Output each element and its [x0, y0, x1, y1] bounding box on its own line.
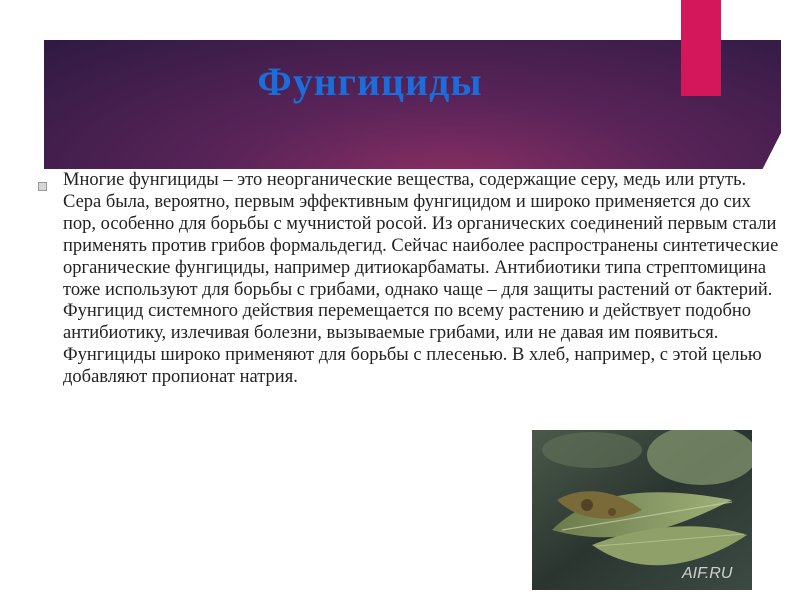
leaf-disease-photo: [532, 430, 752, 590]
bullet-icon: [38, 182, 47, 191]
slide-paragraph: Многие фунгициды – это неорганические вещества, содержащие серу, медь или ртуть. Сера была, вероятно, первым эффективным фунгицидом и широко применяется до сих пор, особенно для борьбы с мучнистой росой. Из органических соединений первым стали применять против грибов формальдегид. Сейчас наиболее распространены синтетические органические фунгициды, например дитиокарбаматы. Антибиотики типа стрептомицина тоже используют для борьбы с грибами, однако чаще – для защиты растений от бактерий. Фунгицид системного действия перемещается по всему растению и действует подобно антибиотику, излечивая болезни, вызываемые грибами, или не давая им появиться. Фунгициды широко применяют для борьбы с плесенью. В хлеб, например, с этой целью добавляют пропионат натрия.: [63, 170, 779, 388]
photo-watermark: AIF.RU: [682, 565, 733, 582]
slide-title: Фунгициды: [257, 59, 483, 104]
